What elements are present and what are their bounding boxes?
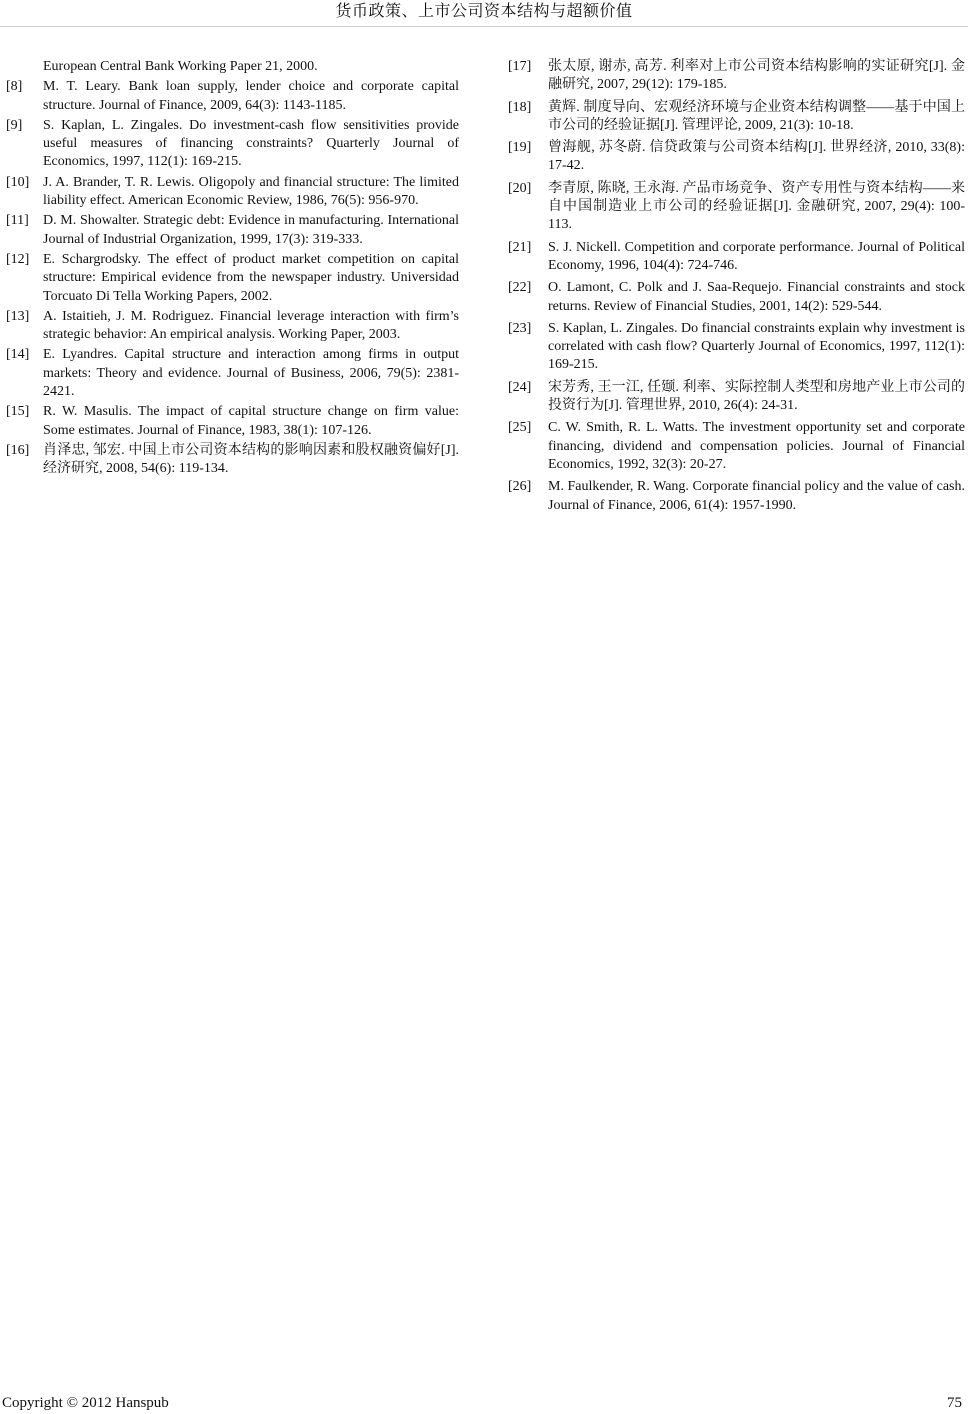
reference-number: [25] — [508, 420, 532, 436]
reference-item — [508, 379, 965, 416]
reference-text: D. M. Showalter. Strategic debt: Evidence in manufacturing. International Journal of Industrial Organization, 1999, 17(3): 319-333. — [43, 213, 459, 247]
reference-number: [8] — [6, 79, 23, 95]
reference-text: E. Lyandres. Capital structure and interaction among firms in output markets: Theory and evidence. Journal of Business, 2006, 79(5): 2381-2421. — [43, 347, 459, 400]
reference-number: [24] — [508, 379, 532, 395]
reference-text: 黄辉. 制度导向、宏观经济环境与企业资本结构调整——基于中国上市公司的经验证据[J]. 管理评论, 2009, 21(3): 10-18. — [548, 99, 965, 133]
reference-number: [22] — [508, 280, 532, 296]
reference-item — [508, 139, 965, 176]
reference-item — [508, 99, 965, 136]
reference-item — [6, 78, 459, 115]
page-number: 75 — [947, 1395, 962, 1411]
reference-number: [15] — [6, 404, 30, 420]
reference-number: [20] — [508, 180, 532, 196]
reference-number: [13] — [6, 308, 30, 324]
reference-continuation: European Central Bank Working Paper 21, 2000. — [43, 59, 318, 74]
reference-text: S. Kaplan, L. Zingales. Do financial constraints explain why investment is correlated with cash flow? Quarterly Journal of Economics, 1997, 112(1): 169-215. — [548, 320, 965, 373]
reference-number: [18] — [508, 99, 532, 115]
reference-item — [6, 174, 459, 211]
reference-number: [26] — [508, 479, 532, 495]
header-rule — [0, 26, 968, 27]
reference-item — [6, 403, 459, 440]
reference-text: R. W. Masulis. The impact of capital structure change on firm value: Some estimates. Journal of Finance, 1983, 38(1): 107-126. — [43, 404, 459, 438]
reference-number: [23] — [508, 320, 532, 336]
reference-number: [16] — [6, 442, 30, 458]
reference-text: S. J. Nickell. Competition and corporate performance. Journal of Political Economy, 1996, 104(4): 724-746. — [548, 239, 965, 273]
copyright-notice: Copyright © 2012 Hanspub — [2, 1395, 169, 1411]
reference-item — [508, 419, 965, 474]
reference-item — [508, 320, 965, 375]
reference-text: 曾海舰, 苏冬蔚. 信贷政策与公司资本结构[J]. 世界经济, 2010, 33(8): 17-42. — [548, 140, 965, 174]
reference-text: 李青原, 陈晓, 王永海. 产品市场竞争、资产专用性与资本结构——来自中国制造业上市公司的经验证据[J]. 金融研究, 2007, 29(4): 100-113. — [548, 180, 965, 233]
reference-number: [17] — [508, 59, 532, 74]
reference-item — [6, 117, 459, 172]
references-left-column — [6, 58, 459, 479]
reference-item — [6, 308, 459, 345]
reference-number: [9] — [6, 117, 23, 133]
reference-text: 肖泽忠, 邹宏. 中国上市公司资本结构的影响因素和股权融资偏好[J]. 经济研究, 2008, 54(6): 119-134. — [43, 442, 459, 477]
reference-item — [508, 58, 965, 95]
reference-number: [14] — [6, 347, 30, 363]
running-header: 货币政策、上市公司资本结构与超额价值 — [335, 3, 633, 20]
reference-number: [19] — [508, 140, 532, 156]
reference-text: E. Schargrodsky. The effect of product market competition on capital structure: Empirical evidence from the newspaper industry. Universidad Torcuato Di Tella Working Papers, 2002. — [43, 251, 459, 304]
reference-number: [21] — [508, 239, 532, 255]
reference-item — [508, 239, 965, 276]
reference-text: C. W. Smith, R. L. Watts. The investment opportunity set and corporate financing, dividend and compensation policies. Journal of Financial Economics, 1992, 32(3): 20-27. — [548, 420, 965, 472]
reference-text: M. T. Leary. Bank loan supply, lender choice and corporate capital structure. Journal of Finance, 2009, 64(3): 1143-1185. — [43, 79, 459, 113]
reference-item — [508, 180, 965, 235]
reference-item — [6, 346, 459, 401]
reference-number: [11] — [6, 213, 29, 229]
reference-number: [10] — [6, 174, 30, 190]
reference-text: M. Faulkender, R. Wang. Corporate financial policy and the value of cash. Journal of Finance, 2006, 61(4): 1957-1990. — [548, 479, 965, 513]
reference-text: S. Kaplan, L. Zingales. Do investment-cash flow sensitivities provide useful measures of financing constraints? Quarterly Journal of Economics, 1997, 112(1): 169-215. — [43, 117, 459, 170]
reference-item — [508, 478, 965, 515]
reference-item — [6, 212, 459, 249]
reference-item — [6, 442, 459, 479]
references-right-column — [508, 58, 965, 515]
reference-text: 宋芳秀, 王一江, 任颋. 利率、实际控制人类型和房地产业上市公司的投资行为[J]. 管理世界, 2010, 26(4): 24-31. — [548, 379, 965, 414]
reference-text: O. Lamont, C. Polk and J. Saa-Requejo. Financial constraints and stock returns. Review of Financial Studies, 2001, 14(2): 529-544. — [548, 280, 965, 314]
reference-text: 张太原, 谢赤, 高芳. 利率对上市公司资本结构影响的实证研究[J]. 金融研究, 2007, 29(12): 179-185. — [548, 59, 965, 93]
reference-item — [508, 279, 965, 316]
reference-text: J. A. Brander, T. R. Lewis. Oligopoly and financial structure: The limited liability effect. American Economic Review, 1986, 76(5): 956-970. — [43, 174, 459, 209]
reference-text: A. Istaitieh, J. M. Rodriguez. Financial leverage interaction with firm’s strategic behavior: An empirical analysis. Working Paper, 2003. — [43, 308, 459, 343]
reference-number: [12] — [6, 251, 30, 267]
reference-item — [6, 251, 459, 306]
